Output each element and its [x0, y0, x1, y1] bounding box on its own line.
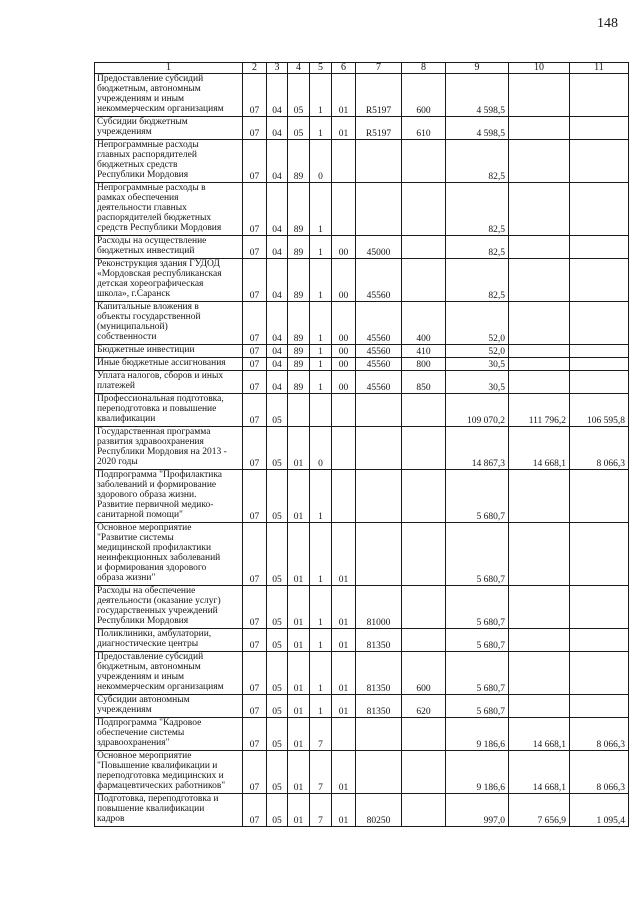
- amount-cell: 30,5: [446, 371, 509, 394]
- row-description: Поликлиники, амбулатории, диагностические центры: [95, 629, 243, 652]
- amount-cell: 52,0: [446, 345, 509, 358]
- code-cell: 04: [267, 183, 288, 236]
- code-cell: 07: [243, 394, 267, 427]
- code-cell: 01: [332, 629, 356, 652]
- amount-cell: [509, 140, 570, 183]
- code-cell: [356, 394, 402, 427]
- code-cell: 04: [267, 371, 288, 394]
- amount-cell: 82,5: [446, 183, 509, 236]
- column-header: 9: [446, 63, 509, 74]
- row-description: Государственная программа развития здравоохранения Республики Мордовия на 2013 - 2020 годы: [95, 427, 243, 470]
- amount-cell: [509, 358, 570, 371]
- code-cell: 07: [243, 371, 267, 394]
- code-cell: 7: [310, 718, 332, 751]
- code-cell: 07: [243, 259, 267, 302]
- code-cell: [402, 427, 446, 470]
- amount-cell: 9 186,6: [446, 718, 509, 751]
- code-cell: 05: [267, 394, 288, 427]
- code-cell: 01: [288, 586, 310, 629]
- code-cell: 01: [332, 751, 356, 794]
- amount-cell: [570, 629, 629, 652]
- code-cell: 45560: [356, 345, 402, 358]
- amount-cell: 14 668,1: [509, 751, 570, 794]
- code-cell: 01: [288, 427, 310, 470]
- table-row: [95, 794, 629, 827]
- code-cell: 45000: [356, 236, 402, 259]
- code-cell: 07: [243, 629, 267, 652]
- code-cell: 01: [332, 794, 356, 827]
- code-cell: [402, 523, 446, 586]
- code-cell: 05: [267, 751, 288, 794]
- code-cell: 1: [310, 652, 332, 695]
- code-cell: 05: [267, 718, 288, 751]
- code-cell: [356, 718, 402, 751]
- code-cell: 620: [402, 695, 446, 718]
- amount-cell: 5 680,7: [446, 470, 509, 523]
- code-cell: 00: [332, 302, 356, 345]
- code-cell: 07: [243, 586, 267, 629]
- row-description: Бюджетные инвестиции: [95, 345, 243, 358]
- code-cell: 05: [288, 117, 310, 140]
- code-cell: 89: [288, 259, 310, 302]
- amount-cell: [509, 652, 570, 695]
- code-cell: 04: [267, 302, 288, 345]
- code-cell: [310, 394, 332, 427]
- code-cell: 89: [288, 140, 310, 183]
- table-row: [95, 140, 629, 183]
- column-header: 4: [288, 63, 310, 74]
- code-cell: [402, 183, 446, 236]
- code-cell: 07: [243, 695, 267, 718]
- table-row: [95, 695, 629, 718]
- amount-cell: [509, 470, 570, 523]
- code-cell: [288, 394, 310, 427]
- amount-cell: [570, 652, 629, 695]
- code-cell: [402, 718, 446, 751]
- code-cell: 7: [310, 794, 332, 827]
- amount-cell: [509, 345, 570, 358]
- amount-cell: 4 598,5: [446, 117, 509, 140]
- row-description: Расходы на обеспечение деятельности (оказание услуг) государственных учреждений Республики Мордовия: [95, 586, 243, 629]
- code-cell: [402, 259, 446, 302]
- code-cell: 600: [402, 652, 446, 695]
- table-row: [95, 718, 629, 751]
- code-cell: 01: [288, 718, 310, 751]
- code-cell: 1: [310, 470, 332, 523]
- code-cell: 1: [310, 629, 332, 652]
- code-cell: 00: [332, 259, 356, 302]
- code-cell: 05: [267, 586, 288, 629]
- code-cell: 00: [332, 345, 356, 358]
- code-cell: 01: [332, 523, 356, 586]
- row-description: Предоставление субсидий бюджетным, автономным учреждениям и иным некоммерческим организациям: [95, 74, 243, 117]
- code-cell: 05: [267, 652, 288, 695]
- code-cell: [402, 236, 446, 259]
- code-cell: 01: [288, 629, 310, 652]
- code-cell: [332, 140, 356, 183]
- code-cell: 410: [402, 345, 446, 358]
- row-description: Непрограммные расходы в рамках обеспечения деятельности главных распорядителей бюджетных средств Республики Мордовия: [95, 183, 243, 236]
- column-header: 5: [310, 63, 332, 74]
- code-cell: [402, 751, 446, 794]
- code-cell: 05: [267, 523, 288, 586]
- amount-cell: 14 668,1: [509, 718, 570, 751]
- table-row: [95, 259, 629, 302]
- code-cell: 600: [402, 74, 446, 117]
- code-cell: 05: [267, 794, 288, 827]
- code-cell: 1: [310, 523, 332, 586]
- amount-cell: 4 598,5: [446, 74, 509, 117]
- code-cell: 05: [267, 470, 288, 523]
- amount-cell: [570, 259, 629, 302]
- amount-cell: 5 680,7: [446, 523, 509, 586]
- amount-cell: [509, 117, 570, 140]
- amount-cell: [509, 695, 570, 718]
- table-row: [95, 117, 629, 140]
- code-cell: 07: [243, 117, 267, 140]
- code-cell: 01: [288, 652, 310, 695]
- column-number-row: [95, 63, 629, 74]
- amount-cell: [509, 523, 570, 586]
- amount-cell: [570, 345, 629, 358]
- amount-cell: [570, 695, 629, 718]
- table-row: [95, 629, 629, 652]
- amount-cell: 1 095,4: [570, 794, 629, 827]
- code-cell: 89: [288, 236, 310, 259]
- code-cell: 400: [402, 302, 446, 345]
- code-cell: 45560: [356, 259, 402, 302]
- column-header: 6: [332, 63, 356, 74]
- code-cell: 45560: [356, 302, 402, 345]
- amount-cell: 82,5: [446, 140, 509, 183]
- amount-cell: [570, 74, 629, 117]
- code-cell: 1: [310, 358, 332, 371]
- code-cell: [356, 140, 402, 183]
- code-cell: 05: [288, 74, 310, 117]
- code-cell: 1: [310, 74, 332, 117]
- amount-cell: [570, 183, 629, 236]
- row-description: Реконструкция здания ГУДОД «Мордовская республиканская детская хореографическая школа», г.Саранск: [95, 259, 243, 302]
- code-cell: 00: [332, 371, 356, 394]
- code-cell: [356, 751, 402, 794]
- code-cell: 04: [267, 74, 288, 117]
- code-cell: 04: [267, 117, 288, 140]
- amount-cell: 7 656,9: [509, 794, 570, 827]
- code-cell: [332, 427, 356, 470]
- code-cell: 04: [267, 140, 288, 183]
- amount-cell: [570, 302, 629, 345]
- amount-cell: 5 680,7: [446, 629, 509, 652]
- code-cell: 01: [332, 74, 356, 117]
- column-header: 10: [509, 63, 570, 74]
- code-cell: 01: [332, 652, 356, 695]
- code-cell: 1: [310, 259, 332, 302]
- amount-cell: 5 680,7: [446, 652, 509, 695]
- code-cell: 07: [243, 358, 267, 371]
- code-cell: 07: [243, 751, 267, 794]
- code-cell: 07: [243, 140, 267, 183]
- amount-cell: 8 066,3: [570, 718, 629, 751]
- code-cell: 07: [243, 345, 267, 358]
- code-cell: 81350: [356, 652, 402, 695]
- table-row: [95, 345, 629, 358]
- code-cell: 01: [332, 695, 356, 718]
- column-header: 11: [570, 63, 629, 74]
- amount-cell: 82,5: [446, 236, 509, 259]
- column-header: 8: [402, 63, 446, 74]
- code-cell: 45560: [356, 358, 402, 371]
- code-cell: 89: [288, 302, 310, 345]
- code-cell: 04: [267, 259, 288, 302]
- amount-cell: [570, 523, 629, 586]
- code-cell: [332, 183, 356, 236]
- table-row: [95, 751, 629, 794]
- amount-cell: 109 070,2: [446, 394, 509, 427]
- row-description: Предоставление субсидий бюджетным, автономным учреждениям и иным некоммерческим организациям: [95, 652, 243, 695]
- code-cell: 05: [267, 695, 288, 718]
- amount-cell: [570, 140, 629, 183]
- table-row: [95, 470, 629, 523]
- row-description: Основное мероприятие "Повышение квалификации и переподготовка медицинских и фармацевтических работников": [95, 751, 243, 794]
- page-number: 148: [597, 16, 618, 31]
- code-cell: 89: [288, 358, 310, 371]
- table-body: [95, 74, 629, 827]
- amount-cell: [570, 371, 629, 394]
- code-cell: 850: [402, 371, 446, 394]
- column-header: 3: [267, 63, 288, 74]
- code-cell: 80250: [356, 794, 402, 827]
- row-description: Расходы на осуществление бюджетных инвестиций: [95, 236, 243, 259]
- row-description: Профессиональная подготовка, переподготовка и повышение квалификации: [95, 394, 243, 427]
- row-description: Иные бюджетные ассигнования: [95, 358, 243, 371]
- code-cell: 81350: [356, 629, 402, 652]
- code-cell: 800: [402, 358, 446, 371]
- code-cell: 01: [332, 117, 356, 140]
- code-cell: 1: [310, 183, 332, 236]
- code-cell: R5197: [356, 74, 402, 117]
- code-cell: 07: [243, 523, 267, 586]
- amount-cell: [570, 470, 629, 523]
- column-header: 7: [356, 63, 402, 74]
- code-cell: [402, 140, 446, 183]
- code-cell: 04: [267, 345, 288, 358]
- code-cell: 04: [267, 358, 288, 371]
- amount-cell: 30,5: [446, 358, 509, 371]
- table-row: [95, 586, 629, 629]
- code-cell: [332, 394, 356, 427]
- code-cell: 07: [243, 183, 267, 236]
- code-cell: 1: [310, 236, 332, 259]
- table-row: [95, 74, 629, 117]
- amount-cell: 9 186,6: [446, 751, 509, 794]
- amount-cell: 5 680,7: [446, 695, 509, 718]
- code-cell: 0: [310, 140, 332, 183]
- code-cell: [402, 470, 446, 523]
- row-description: Непрограммные расходы главных распорядителей бюджетных средств Республики Мордовия: [95, 140, 243, 183]
- code-cell: 01: [288, 523, 310, 586]
- table-row: [95, 523, 629, 586]
- code-cell: 1: [310, 371, 332, 394]
- code-cell: 01: [332, 586, 356, 629]
- row-description: Подпрограмма "Кадровое обеспечение системы здравоохранения": [95, 718, 243, 751]
- code-cell: 1: [310, 302, 332, 345]
- amount-cell: 111 796,2: [509, 394, 570, 427]
- code-cell: [356, 470, 402, 523]
- table-row: [95, 371, 629, 394]
- code-cell: 07: [243, 718, 267, 751]
- code-cell: 1: [310, 117, 332, 140]
- code-cell: 07: [243, 794, 267, 827]
- table-row: [95, 652, 629, 695]
- code-cell: 7: [310, 751, 332, 794]
- code-cell: 07: [243, 427, 267, 470]
- code-cell: 01: [288, 794, 310, 827]
- row-description: Уплата налогов, сборов и иных платежей: [95, 371, 243, 394]
- code-cell: 07: [243, 236, 267, 259]
- row-description: Субсидии бюджетным учреждениям: [95, 117, 243, 140]
- code-cell: 05: [267, 427, 288, 470]
- amount-cell: 82,5: [446, 259, 509, 302]
- column-header: 1: [95, 63, 243, 74]
- amount-cell: [570, 236, 629, 259]
- code-cell: 01: [288, 470, 310, 523]
- code-cell: [402, 586, 446, 629]
- amount-cell: [570, 586, 629, 629]
- code-cell: 05: [267, 629, 288, 652]
- code-cell: [402, 394, 446, 427]
- amount-cell: [570, 358, 629, 371]
- code-cell: 01: [288, 751, 310, 794]
- budget-table: [94, 62, 629, 827]
- row-description: Основное мероприятие "Развитие системы медицинской профилактики неинфекционных заболеваний и формирования здорового образа жизни": [95, 523, 243, 586]
- code-cell: 81350: [356, 695, 402, 718]
- amount-cell: [509, 259, 570, 302]
- table-row: [95, 394, 629, 427]
- amount-cell: [509, 586, 570, 629]
- amount-cell: 14 867,3: [446, 427, 509, 470]
- code-cell: 0: [310, 427, 332, 470]
- code-cell: [402, 794, 446, 827]
- amount-cell: 5 680,7: [446, 586, 509, 629]
- amount-cell: [509, 302, 570, 345]
- amount-cell: [509, 74, 570, 117]
- code-cell: [356, 427, 402, 470]
- code-cell: 89: [288, 371, 310, 394]
- amount-cell: 997,0: [446, 794, 509, 827]
- table-row: [95, 183, 629, 236]
- amount-cell: 14 668,1: [509, 427, 570, 470]
- amount-cell: 52,0: [446, 302, 509, 345]
- code-cell: 1: [310, 586, 332, 629]
- table-row: [95, 358, 629, 371]
- row-description: Подготовка, переподготовка и повышение квалификации кадров: [95, 794, 243, 827]
- code-cell: [332, 470, 356, 523]
- code-cell: 45560: [356, 371, 402, 394]
- code-cell: 00: [332, 236, 356, 259]
- code-cell: 89: [288, 183, 310, 236]
- code-cell: 07: [243, 302, 267, 345]
- row-description: Субсидии автономным учреждениям: [95, 695, 243, 718]
- code-cell: 04: [267, 236, 288, 259]
- amount-cell: 106 595,8: [570, 394, 629, 427]
- code-cell: 610: [402, 117, 446, 140]
- code-cell: 81000: [356, 586, 402, 629]
- amount-cell: [509, 183, 570, 236]
- table-row: [95, 427, 629, 470]
- table-row: [95, 236, 629, 259]
- code-cell: 1: [310, 345, 332, 358]
- code-cell: 07: [243, 74, 267, 117]
- code-cell: 07: [243, 652, 267, 695]
- code-cell: 1: [310, 695, 332, 718]
- code-cell: 89: [288, 345, 310, 358]
- code-cell: [332, 718, 356, 751]
- code-cell: 01: [288, 695, 310, 718]
- amount-cell: 8 066,3: [570, 427, 629, 470]
- code-cell: 00: [332, 358, 356, 371]
- amount-cell: [509, 236, 570, 259]
- amount-cell: [509, 629, 570, 652]
- amount-cell: [509, 371, 570, 394]
- column-header: 2: [243, 63, 267, 74]
- code-cell: [356, 183, 402, 236]
- amount-cell: [570, 117, 629, 140]
- amount-cell: 8 066,3: [570, 751, 629, 794]
- code-cell: 07: [243, 470, 267, 523]
- row-description: Подпрограмма "Профилактика заболеваний и формирование здорового образа жизни. Развитие первичной медико- санитарной помощи": [95, 470, 243, 523]
- code-cell: [402, 629, 446, 652]
- code-cell: R5197: [356, 117, 402, 140]
- table-row: [95, 302, 629, 345]
- code-cell: [356, 523, 402, 586]
- row-description: Капитальные вложения в объекты государственной (муниципальной) собственности: [95, 302, 243, 345]
